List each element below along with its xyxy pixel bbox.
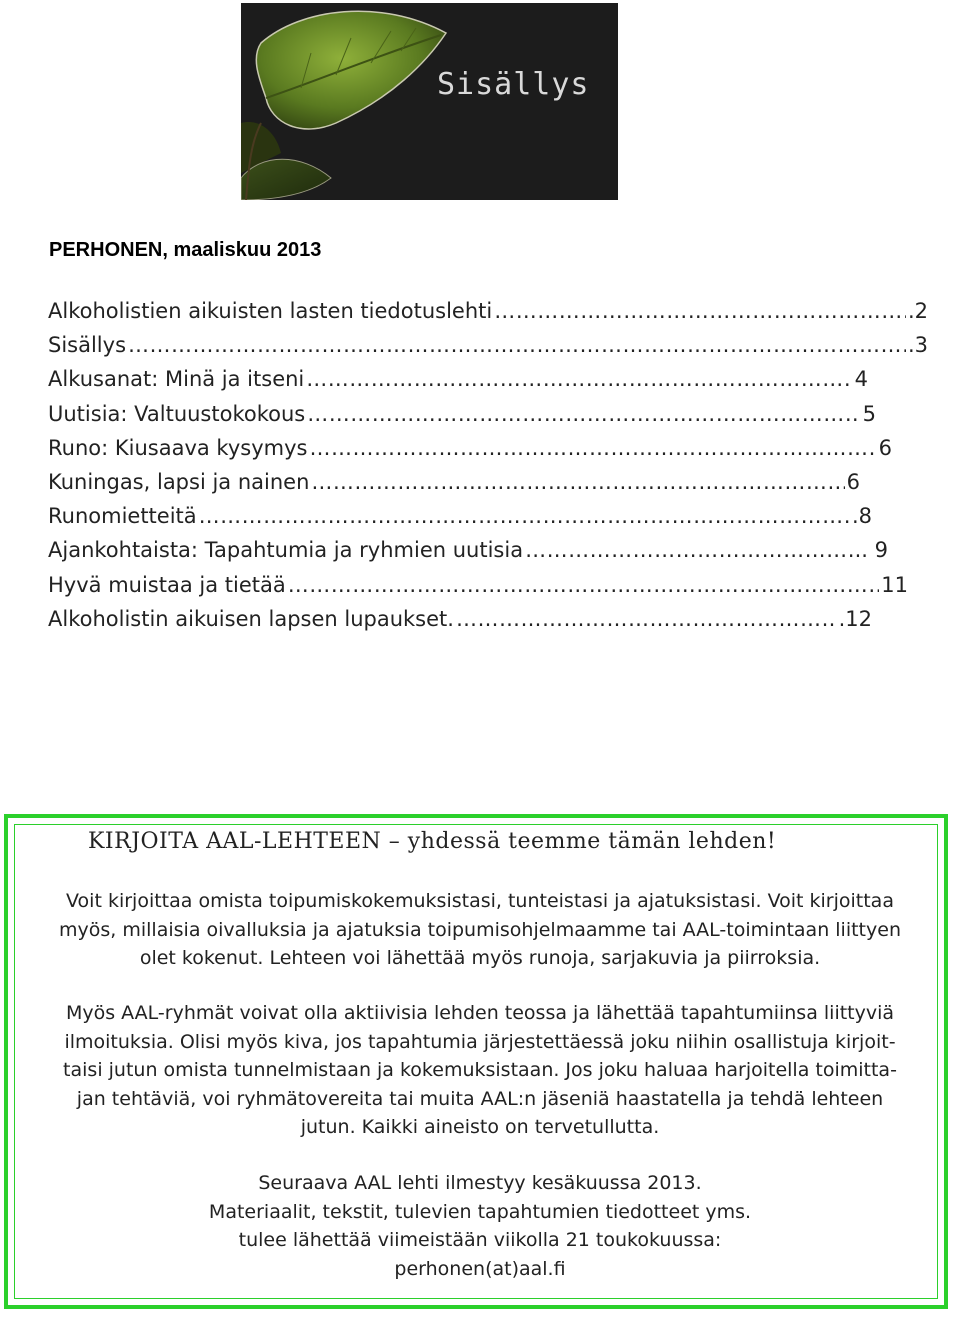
paragraph-line: olet kokenut. Lehteen voi lähettää myös runoja, sarjakuvia ja piirroksia. [139,947,821,969]
toc-page: 5 [862,401,876,426]
issue-title: PERHONEN, maaliskuu 2013 [49,239,322,261]
toc-leader [494,299,906,323]
toc-title: Ajankohtaista: Tapahtumia ja ryhmien uutisia [48,538,524,563]
banner-title: Sisällys [437,67,590,102]
paragraph-line: Voit kirjoittaa omista toipumiskokemuksistasi, tunteistasi ja ajatuksistasi. Voit kirjoittaa [66,890,894,912]
toc-title: Alkusanat: Minä ja itseni [48,367,305,392]
toc-leader [306,367,852,391]
toc-title: Uutisia: Valtuustokokous [48,401,306,426]
toc-leader [199,504,850,528]
toc-title: Runomietteitä [48,504,197,529]
toc-leader [525,538,853,562]
paragraph-line: tulee lähettää viimeistään viikolla 21 toukokuussa: [238,1229,722,1251]
paragraph-line: perhonen(at)aal.fi [394,1257,566,1280]
toc-leader [128,333,906,357]
toc-row [48,397,876,431]
toc-leader [309,436,876,460]
notice-paragraph-3 [28,1169,932,1283]
paragraph-line: myös, millaisia oivalluksia ja ajatuksia toipumisohjelmaamme tai AAL-toimintaan liittyen [59,918,901,941]
paragraph-line: jan tehtäviä, voi ryhmätovereita tai muita AAL:n jäseniä haastatella ja tehdä lehteen [76,1087,884,1110]
toc-page: 6 [846,470,860,495]
toc-page: 11 [881,572,908,597]
toc-title: Hyvä muistaa ja tietää [48,572,286,597]
toc-page: .. 9 [854,538,888,563]
toc-row [48,431,892,465]
toc-title: Alkoholistien aikuisten lasten tiedotuslehti [48,299,493,324]
toc-title: Kuningas, lapsi ja nainen [48,470,310,495]
toc-page: .3 [907,333,928,358]
toc-page: .2 [907,299,928,324]
toc-leader [311,470,844,494]
toc-row [48,328,928,362]
toc-page: .12 [838,606,872,631]
toc-row [48,568,908,602]
toc-leader [288,573,880,597]
toc-row [48,602,872,636]
paragraph-line: ilmoituksia. Olisi myös kiva, jos tapahtumia järjestettäessä joku niihin osallistuja kirjoit- [64,1030,896,1053]
toc-row [48,362,868,396]
toc-title: Sisällys [48,333,127,358]
toc-title: Alkoholistin aikuisen lapsen lupaukset. [48,606,454,631]
toc-row [48,499,872,533]
paragraph-line: Materiaalit, tekstit, tulevien tapahtumien tiedotteet yms. [208,1200,752,1223]
notice-paragraph-2 [28,999,932,1142]
paragraph-line: taisi jutun omista tunnelmistaan ja kokemuksistaan. Jos joku haluaa harjoitella toimitta- [63,1059,897,1081]
toc-row [48,533,888,567]
table-of-contents [48,294,928,636]
toc-page: .8 [851,504,872,529]
paragraph-line: jutun. Kaikki aineisto on tervetullutta. [300,1116,660,1138]
notice-paragraph-1 [28,887,932,973]
toc-leader [307,402,860,426]
toc-leader [456,607,837,631]
notice-heading: KIRJOITA AAL-LEHTEEN – yhdessä teemme tämän lehden! [88,829,777,854]
toc-row [48,294,928,328]
paragraph-line: Seuraava AAL lehti ilmestyy kesäkuussa 2013. [258,1172,702,1194]
toc-page: 6 [878,435,892,460]
toc-row [48,465,860,499]
paragraph-line: Myös AAL-ryhmät voivat olla aktiivisia lehden teossa ja lähettää tapahtumiinsa liittyviä [65,1002,895,1024]
toc-title: Runo: Kiusaava kysymys [48,435,308,460]
banner-image [241,3,618,200]
toc-page: 4 [854,367,868,392]
